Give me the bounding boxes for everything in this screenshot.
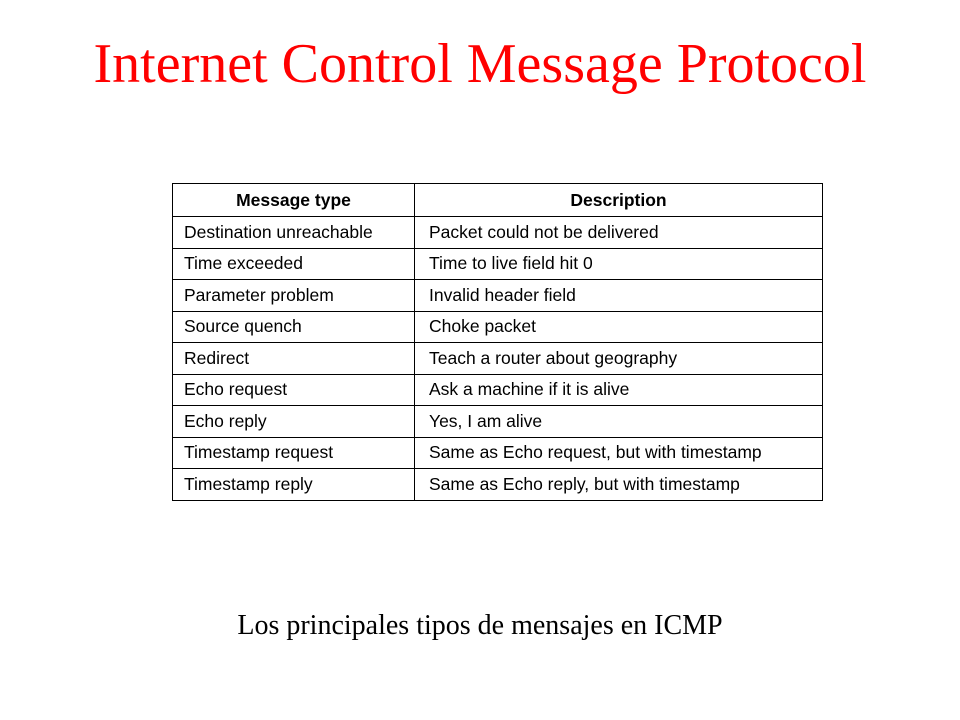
description-cell: Packet could not be delivered <box>415 217 823 249</box>
table-row <box>173 280 823 312</box>
description-cell: Invalid header field <box>415 280 823 312</box>
table-row <box>173 406 823 438</box>
message-type-cell: Echo request <box>173 374 415 406</box>
message-type-cell: Redirect <box>173 343 415 375</box>
message-type-cell: Destination unreachable <box>173 217 415 249</box>
icmp-message-table <box>172 183 823 501</box>
table-row <box>173 311 823 343</box>
message-type-cell: Echo reply <box>173 406 415 438</box>
table-row <box>173 343 823 375</box>
description-cell: Teach a router about geography <box>415 343 823 375</box>
table-row <box>173 217 823 249</box>
description-cell: Yes, I am alive <box>415 406 823 438</box>
table-row <box>173 437 823 469</box>
table-row <box>173 248 823 280</box>
header-description: Description <box>415 184 823 217</box>
header-message-type: Message type <box>173 184 415 217</box>
description-cell: Choke packet <box>415 311 823 343</box>
message-type-cell: Time exceeded <box>173 248 415 280</box>
table-row <box>173 374 823 406</box>
description-cell: Time to live field hit 0 <box>415 248 823 280</box>
table-header-row <box>173 184 823 217</box>
slide-caption: Los principales tipos de mensajes en ICMP <box>237 610 723 641</box>
slide-title: Internet Control Message Protocol <box>93 33 867 95</box>
description-cell: Same as Echo request, but with timestamp <box>415 437 823 469</box>
message-type-cell: Timestamp request <box>173 437 415 469</box>
description-cell: Same as Echo reply, but with timestamp <box>415 469 823 501</box>
message-type-cell: Timestamp reply <box>173 469 415 501</box>
description-cell: Ask a machine if it is alive <box>415 374 823 406</box>
message-type-cell: Parameter problem <box>173 280 415 312</box>
message-type-cell: Source quench <box>173 311 415 343</box>
table-row <box>173 469 823 501</box>
